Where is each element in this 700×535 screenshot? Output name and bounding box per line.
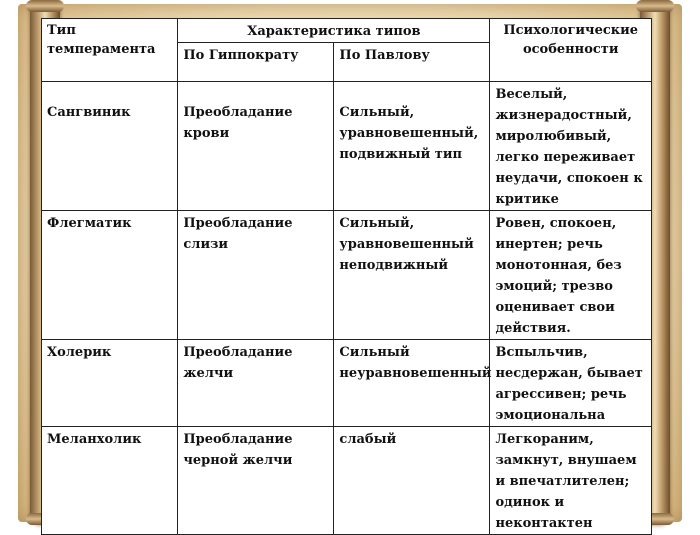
cell-type: Меланхолик bbox=[42, 427, 178, 535]
header-pavlov: По Павлову bbox=[334, 43, 490, 82]
table-header-row bbox=[42, 19, 652, 43]
cell-psych: Легкораним, замкнут, внушаем и впечатлителен; одинок и неконтактен bbox=[490, 427, 652, 535]
header-characteristics: Характеристика типов bbox=[178, 19, 490, 43]
cell-psych: Ровен, спокоен, инертен; речь монотонная, без эмоций; трезво оценивает свои действия. bbox=[490, 211, 652, 340]
cell-pavlov: Сильный, уравновешенный неподвижный bbox=[334, 211, 490, 340]
header-psychological: Психологические особенности bbox=[490, 19, 652, 82]
header-hippocrates: По Гиппократу bbox=[178, 43, 334, 82]
cell-type: Флегматик bbox=[42, 211, 178, 340]
table-row bbox=[42, 82, 652, 211]
table-row bbox=[42, 340, 652, 427]
roller-cap-top-right bbox=[636, 0, 674, 12]
cell-psych: Вспыльчив, несдержан, бывает агрессивен; речь эмоциональна bbox=[490, 340, 652, 427]
cell-pavlov: Сильный, уравновешенный, подвижный тип bbox=[334, 82, 490, 211]
cell-type: Сангвиник bbox=[42, 82, 178, 211]
table-row bbox=[42, 427, 652, 535]
cell-type: Холерик bbox=[42, 340, 178, 427]
temperament-table bbox=[41, 18, 652, 535]
roller-cap-top-left bbox=[26, 0, 64, 12]
header-type: Тип темперамента bbox=[42, 19, 178, 82]
cell-pavlov: Сильный неуравновешенный bbox=[334, 340, 490, 427]
cell-hippocrates: Преобладание желчи bbox=[178, 340, 334, 427]
cell-hippocrates: Преобладание слизи bbox=[178, 211, 334, 340]
table-row bbox=[42, 211, 652, 340]
cell-hippocrates: Преобладание крови bbox=[178, 82, 334, 211]
cell-hippocrates: Преобладание черной желчи bbox=[178, 427, 334, 535]
cell-psych: Веселый, жизнерадостный, миролюбивый, легко переживает неудачи, спокоен к критике bbox=[490, 82, 652, 211]
cell-pavlov: слабый bbox=[334, 427, 490, 535]
